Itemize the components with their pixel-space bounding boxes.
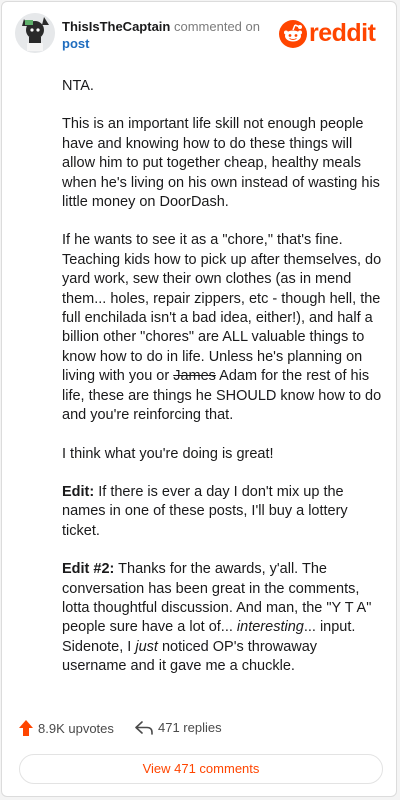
paragraph-1: NTA. [62,78,94,94]
upvote-count: 8.9K upvotes [38,720,114,736]
action-bar [19,720,379,740]
strikethrough-name: James [173,368,216,385]
view-all-comments-button[interactable]: View 471 comments [19,754,383,784]
edit-2-part-a: Thanks for the awards, y'all. The conversation has been great in the comments, lotta thoughtful discussion. And man, the "Y T A" people sure have a lot of... [62,561,372,636]
edit-1 [62,483,384,541]
upvote-arrow-icon [19,720,33,736]
reply-button[interactable] [135,720,222,735]
edit-2-part-c: noticed OP's throwaway username and it gave me a chuckle. [62,638,318,675]
reply-count: 471 replies [158,720,222,735]
edit-2 [62,560,384,676]
paragraph-2: This is an important life skill not enough people have and knowing how to do these things will allow him to put together cheap, healthy meals when he's living on his own instead of wasting his little money on DoorDash. [62,116,380,211]
reply-arrow-icon [135,721,153,735]
comment-body [62,77,384,696]
post-link[interactable]: post [62,36,90,51]
edit-1-label: Edit: [62,483,95,500]
reddit-logo[interactable] [279,20,387,50]
paragraph-4: I think what you're doing is great! [62,445,274,462]
upvote-button[interactable] [19,720,114,736]
paragraph-3 [62,231,384,425]
reddit-alien-icon [279,20,307,48]
paragraph-3-part-b: Adam for the rest of his life, these are things he SHOULD know how to do and you're reinforcing that. [62,368,382,424]
byline [62,18,272,52]
username-link[interactable]: ThisIsTheCaptain [62,19,171,34]
edit-2-italic-just: just [135,638,158,655]
paragraph-3-part-a: If he wants to see it as a "chore," that's fine. Teaching kids how to pick up after themselves, do yard work, sew their own clothes (as in mend them... holes, repair zippers, etc - though hell, the full enchilada isn't a bad idea, either!), and half a billion other "chores" are ALL valuable things to know how to do in life. Unless he's planning on living with you or [62,232,382,385]
edit-2-italic-interesting: interesting [236,619,304,636]
edit-2-part-b: ... input. Sidenote, I [62,619,356,655]
brand-wordmark: reddit [309,19,376,47]
comment-header [2,2,396,62]
comment-card [1,1,397,797]
cat-avatar-icon[interactable] [15,13,55,53]
action-text: commented on [173,19,260,34]
edit-1-text: If there is ever a day I don't mix up the names in one of these posts, I'll buy a lottery ticket. [62,483,348,539]
edit-2-label: Edit #2: [62,561,115,578]
